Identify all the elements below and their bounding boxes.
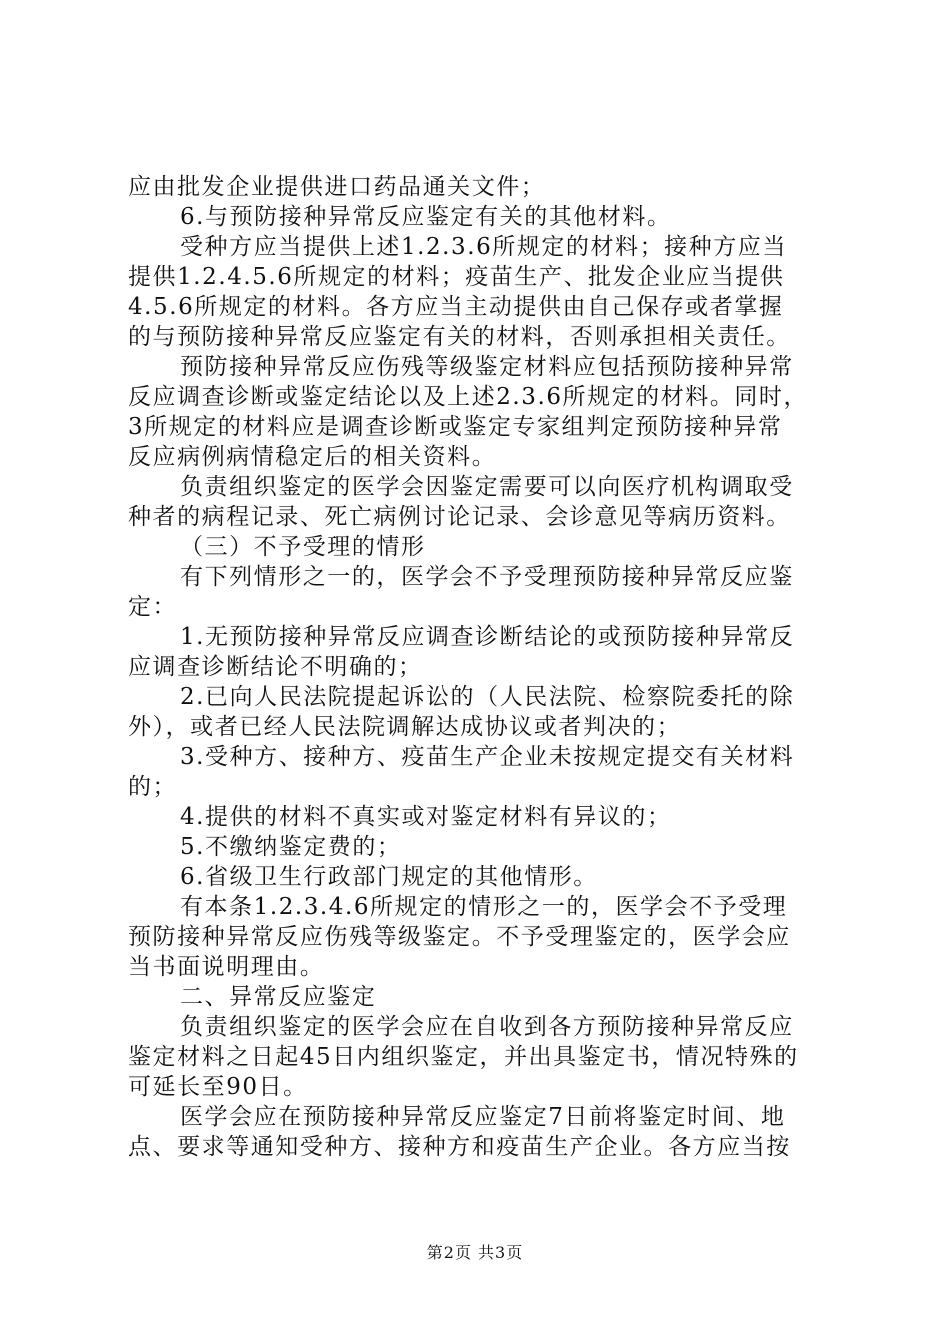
- text-line: 受种方应当提供上述1.2.3.6所规定的材料；接种方应当: [180, 234, 787, 260]
- text-line: 鉴定材料之日起45日内组织鉴定，并出具鉴定书，情况特殊的: [128, 1044, 799, 1070]
- text-line: 二、异常反应鉴定: [180, 984, 377, 1010]
- page-footer: 第2页 共3页: [426, 1243, 524, 1262]
- text-line: 种者的病程记录、死亡病例讨论记录、会诊意见等病历资料。: [128, 504, 791, 530]
- text-line: 当书面说明理由。: [128, 954, 325, 980]
- text-line: 应调查诊断结论不明确的；: [128, 654, 423, 680]
- text-line: 的；: [128, 774, 178, 800]
- text-line: 负责组织鉴定的医学会应在自收到各方预防接种异常反应: [180, 1014, 794, 1040]
- text-line: 预防接种异常反应伤残等级鉴定材料应包括预防接种异常: [180, 354, 794, 380]
- text-line: 预防接种异常反应伤残等级鉴定。不予受理鉴定的，医学会应: [128, 924, 791, 950]
- text-line: 的与预防接种异常反应鉴定有关的材料，否则承担相关责任。: [128, 324, 791, 350]
- text-line: 医学会应在预防接种异常反应鉴定7日前将鉴定时间、地: [180, 1104, 786, 1130]
- text-line: 3.受种方、接种方、疫苗生产企业未按规定提交有关材料: [180, 744, 795, 770]
- text-line: 提供1.2.4.5.6所规定的材料；疫苗生产、批发企业应当提供: [128, 264, 785, 290]
- text-line: 6.省级卫生行政部门规定的其他情形。: [180, 864, 598, 890]
- text-line: 反应调查诊断或鉴定结论以及上述2.3.6所规定的材料。同时，: [128, 384, 809, 410]
- text-line: 1.无预防接种异常反应调查诊断结论的或预防接种异常反: [180, 624, 795, 650]
- text-line: 4.5.6所规定的材料。各方应当主动提供由自己保存或者掌握: [128, 294, 784, 320]
- text-line: 定：: [128, 594, 178, 620]
- text-line: 外），或者已经人民法院调解达成协议或者判决的；: [128, 714, 682, 740]
- text-line: （三）不予受理的情形: [180, 534, 426, 560]
- text-line: 负责组织鉴定的医学会因鉴定需要可以向医疗机构调取受: [180, 474, 794, 500]
- text-line: 4.提供的材料不真实或对鉴定材料有异议的；: [180, 804, 672, 830]
- text-line: 反应病例病情稳定后的相关资料。: [128, 444, 497, 470]
- text-line: 5.不缴纳鉴定费的；: [180, 834, 402, 860]
- text-line: 有本条1.2.3.4.6所规定的情形之一的，医学会不予受理: [180, 894, 788, 920]
- text-line: 2.已向人民法院提起诉讼的（人民法院、检察院委托的除: [180, 684, 795, 710]
- text-line: 可延长至90日。: [128, 1074, 308, 1100]
- text-line: 3所规定的材料应是调查诊断或鉴定专家组判定预防接种异常: [128, 414, 783, 440]
- text-line: 6.与预防接种异常反应鉴定有关的其他材料。: [180, 204, 672, 230]
- document-body: [128, 172, 832, 1162]
- text-line: 应由批发企业提供进口药品通关文件；: [128, 174, 546, 200]
- text-line: 点、要求等通知受种方、接种方和疫苗生产企业。各方应当按: [128, 1134, 791, 1160]
- text-line: 有下列情形之一的，医学会不予受理预防接种异常反应鉴: [180, 564, 794, 590]
